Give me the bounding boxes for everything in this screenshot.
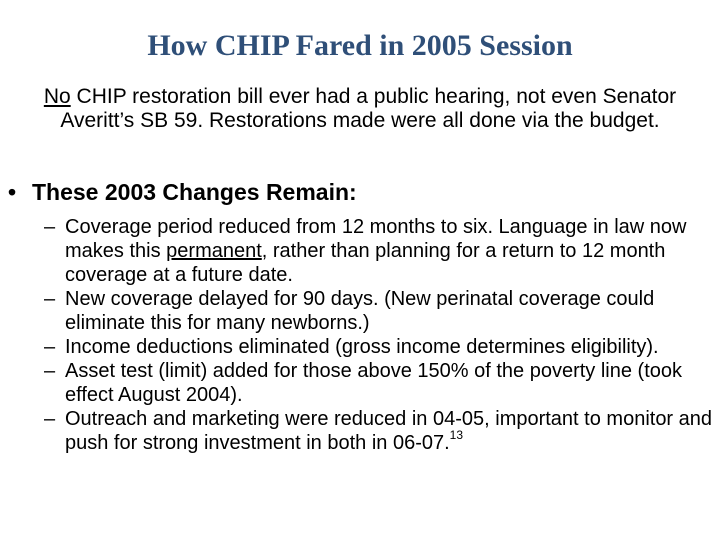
- sub-bullet-item: [44, 407, 718, 455]
- intro-paragraph: [10, 85, 710, 133]
- dash-marker: –: [44, 408, 56, 430]
- sub-bullet-text-post: , rather than planning for a return to 12 month coverage at a future date.: [65, 240, 666, 286]
- sub-bullet-text: New coverage delayed for 90 days. (New perinatal coverage could eliminate this for many newborns.): [65, 288, 655, 334]
- sub-bullet-item: [44, 287, 718, 335]
- sub-bullet-text: Income deductions eliminated (gross income determines eligibility).: [65, 336, 659, 358]
- bullet-marker: •: [8, 179, 17, 205]
- sub-bullet-list: [44, 215, 718, 455]
- sub-bullet-underlined: permanent: [166, 240, 262, 262]
- sub-bullet-item: [44, 359, 718, 407]
- dash-marker: –: [44, 288, 56, 310]
- slide-title: How CHIP Fared in 2005 Session: [147, 29, 573, 62]
- intro-lead-word: No: [43, 85, 71, 108]
- slide-number: 13: [449, 428, 464, 442]
- sub-bullet-item: [44, 215, 718, 287]
- sub-bullet-text: Outreach and marketing were reduced in 04-05, important to monitor and push for strong investment in both in 06-07.: [65, 408, 713, 454]
- sub-bullet-text: Asset test (limit) added for those above 150% of the poverty line (took effect August 2004).: [65, 360, 682, 406]
- dash-marker: –: [44, 216, 56, 238]
- dash-marker: –: [44, 336, 56, 358]
- dash-marker: –: [44, 360, 56, 382]
- sub-bullet-item: [44, 335, 718, 359]
- bullet-heading: [8, 178, 708, 206]
- sub-bullet-text-pre: Coverage period reduced from 12 months to six. Language in law now makes this: [65, 216, 687, 262]
- bullet-heading-text: These 2003 Changes Remain:: [32, 179, 357, 205]
- intro-text: CHIP restoration bill ever had a public hearing, not even Senator Averitt’s SB 59. Restorations made were all done via the budget.: [60, 85, 677, 132]
